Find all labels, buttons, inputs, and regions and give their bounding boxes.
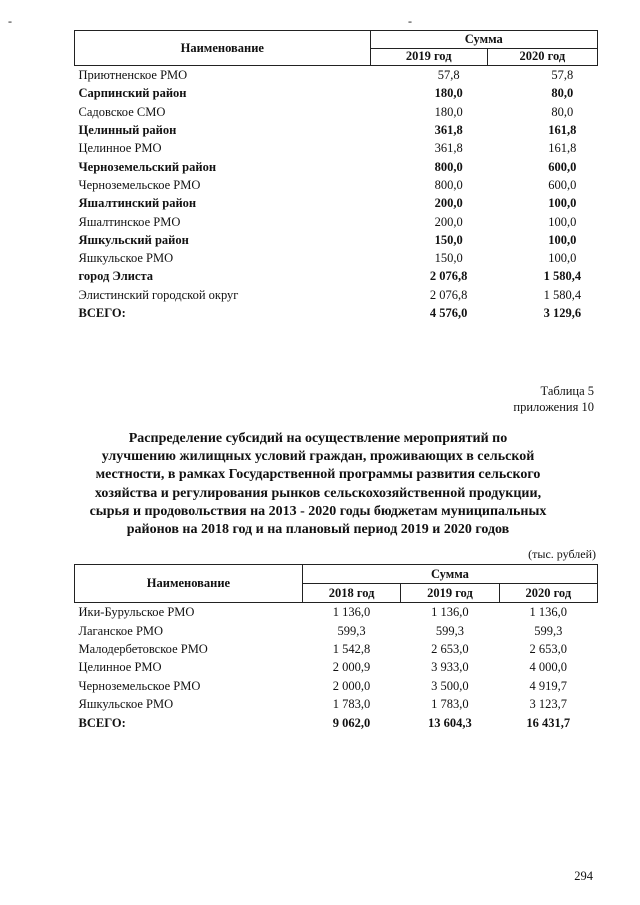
value-2019: 150,0	[434, 232, 463, 247]
table-row	[75, 103, 598, 121]
table-row	[75, 231, 598, 249]
table2-header-name: Наименование	[75, 565, 303, 603]
value-2019: 200,0	[434, 196, 463, 211]
title-line: хозяйства и регулирования рынков сельскохозяйственной продукции,	[94, 485, 542, 501]
table-row	[75, 84, 598, 102]
value-2020: 100,0	[548, 196, 577, 211]
value-2019: 4 576,0	[429, 306, 468, 320]
value-2020: 80,0	[551, 86, 574, 101]
value-2019: 150,0	[434, 251, 463, 266]
units-label: (тыс. рублей)	[528, 547, 596, 561]
table-row	[75, 212, 598, 230]
row-name: ВСЕГО:	[78, 306, 126, 320]
table-1	[74, 30, 598, 322]
value-2020: 100,0	[548, 214, 577, 229]
table-row	[75, 640, 598, 658]
value-2020: 161,8	[548, 141, 577, 156]
table-row	[75, 695, 598, 713]
row-name: Элистинский городской округ	[78, 287, 239, 302]
value-2020: 1 580,4	[543, 269, 582, 284]
value-2019: 599,3	[435, 623, 464, 638]
value-2019: 800,0	[434, 159, 463, 174]
table-row	[75, 267, 598, 285]
row-name: Садовское СМО	[78, 104, 166, 119]
table2-body	[75, 603, 598, 732]
value-2020: 2 653,0	[529, 641, 568, 656]
table2-header-2020: 2020 год	[499, 584, 597, 603]
row-name: Яшкульское РМО	[78, 697, 174, 712]
row-name: Яшкульский район	[78, 232, 189, 247]
table-row	[75, 194, 598, 212]
table1-header-2020: 2020 год	[487, 48, 597, 66]
title-line: улучшению жилищных условий граждан, проживающих в сельской	[101, 449, 535, 465]
value-2019: 2 076,8	[429, 287, 468, 302]
value-2020: 100,0	[548, 251, 577, 266]
table-row	[75, 677, 598, 695]
appendix-ref: приложения 10	[513, 400, 594, 414]
value-2020: 4 919,7	[529, 678, 568, 693]
row-name: Черноземельское РМО	[78, 678, 201, 693]
table-row	[75, 603, 598, 622]
title-line: местности, в рамках Государственной программы развития сельского	[95, 467, 541, 483]
value-2018: 1 542,8	[332, 641, 371, 656]
table1-header-2019: 2019 год	[370, 48, 487, 66]
row-name: Черноземельское РМО	[78, 177, 201, 192]
value-2020: 1 136,0	[529, 605, 568, 620]
value-2019: 1 136,0	[431, 605, 469, 620]
table2-header-sum: Сумма	[302, 565, 597, 584]
value-2020: 3 129,6	[543, 306, 582, 320]
value-2019: 361,8	[434, 123, 463, 138]
value-2018: 1 783,0	[332, 697, 371, 712]
row-name: Лаганское РМО	[78, 623, 164, 638]
value-2020: 599,3	[534, 623, 563, 638]
table2-header-2018: 2018 год	[302, 584, 400, 603]
value-2019: 1 783,0	[431, 697, 469, 712]
scan-mark-left: -	[8, 14, 12, 28]
row-name: Целинный район	[78, 123, 177, 138]
table-row	[75, 176, 598, 194]
row-name: Целинное РМО	[78, 141, 162, 156]
table1-header-sum: Сумма	[370, 31, 597, 49]
row-name: Яшалтинский район	[78, 196, 197, 211]
row-name: Черноземельский район	[78, 159, 217, 174]
title-line: сырья и продовольствия на 2013 - 2020 годы бюджетам муниципальных	[89, 503, 547, 519]
value-2020: 161,8	[548, 123, 577, 138]
table-row	[75, 286, 598, 304]
value-2020: 16 431,7	[526, 715, 571, 730]
value-2020: 1 580,4	[543, 287, 582, 302]
title-line: районов на 2018 год и на плановый период 2019 и 2020 годов	[126, 522, 510, 538]
value-2018: 2 000,0	[332, 678, 371, 693]
value-2020: 4 000,0	[529, 660, 568, 675]
table2-header-2019: 2019 год	[401, 584, 499, 603]
table1-header-name: Наименование	[75, 31, 371, 66]
value-2020: 80,0	[551, 104, 574, 119]
table-row	[75, 249, 598, 267]
row-name: Яшкульское РМО	[78, 251, 174, 266]
value-2019: 3 933,0	[431, 660, 469, 675]
table-number: Таблица 5	[540, 384, 594, 398]
title-line: Распределение субсидий на осуществление мероприятий по	[128, 431, 508, 446]
value-2020: 100,0	[548, 232, 577, 247]
value-2020: 600,0	[548, 177, 577, 192]
table1-body	[75, 66, 598, 323]
value-2019: 2 653,0	[431, 641, 469, 656]
document-title	[78, 430, 558, 539]
value-2019: 800,0	[434, 177, 463, 192]
page-number: 294	[574, 869, 593, 883]
row-name: Целинное РМО	[78, 660, 162, 675]
table-row	[75, 658, 598, 676]
table-5	[74, 564, 598, 732]
table-row	[75, 157, 598, 175]
table-row	[75, 713, 598, 731]
value-2019: 200,0	[434, 214, 463, 229]
row-name: ВСЕГО:	[78, 715, 126, 730]
value-2019: 13 604,3	[428, 715, 472, 730]
row-name: Яшалтинское РМО	[78, 214, 181, 229]
value-2020: 600,0	[548, 159, 577, 174]
row-name: город Элиста	[78, 269, 154, 284]
row-name: Приютненское РМО	[78, 68, 188, 83]
table-row	[75, 304, 598, 322]
table-row	[75, 139, 598, 157]
value-2019: 361,8	[434, 141, 463, 156]
row-name: Малодербетовское РМО	[78, 641, 208, 656]
value-2019: 180,0	[434, 86, 463, 101]
value-2018: 1 136,0	[332, 605, 371, 620]
value-2020: 3 123,7	[529, 697, 568, 712]
value-2019: 57,8	[437, 68, 460, 83]
row-name: Сарпинский район	[78, 86, 187, 101]
value-2018: 2 000,9	[332, 660, 371, 675]
value-2019: 2 076,8	[429, 269, 468, 284]
table-row	[75, 621, 598, 639]
value-2019: 180,0	[434, 104, 463, 119]
scan-mark-center: -	[408, 14, 412, 28]
value-2018: 9 062,0	[332, 715, 371, 730]
value-2018: 599,3	[337, 623, 366, 638]
value-2020: 57,8	[551, 68, 574, 83]
row-name: Ики-Бурульское РМО	[78, 605, 195, 620]
table-row	[75, 66, 598, 85]
table-row	[75, 121, 598, 139]
value-2019: 3 500,0	[431, 678, 469, 693]
